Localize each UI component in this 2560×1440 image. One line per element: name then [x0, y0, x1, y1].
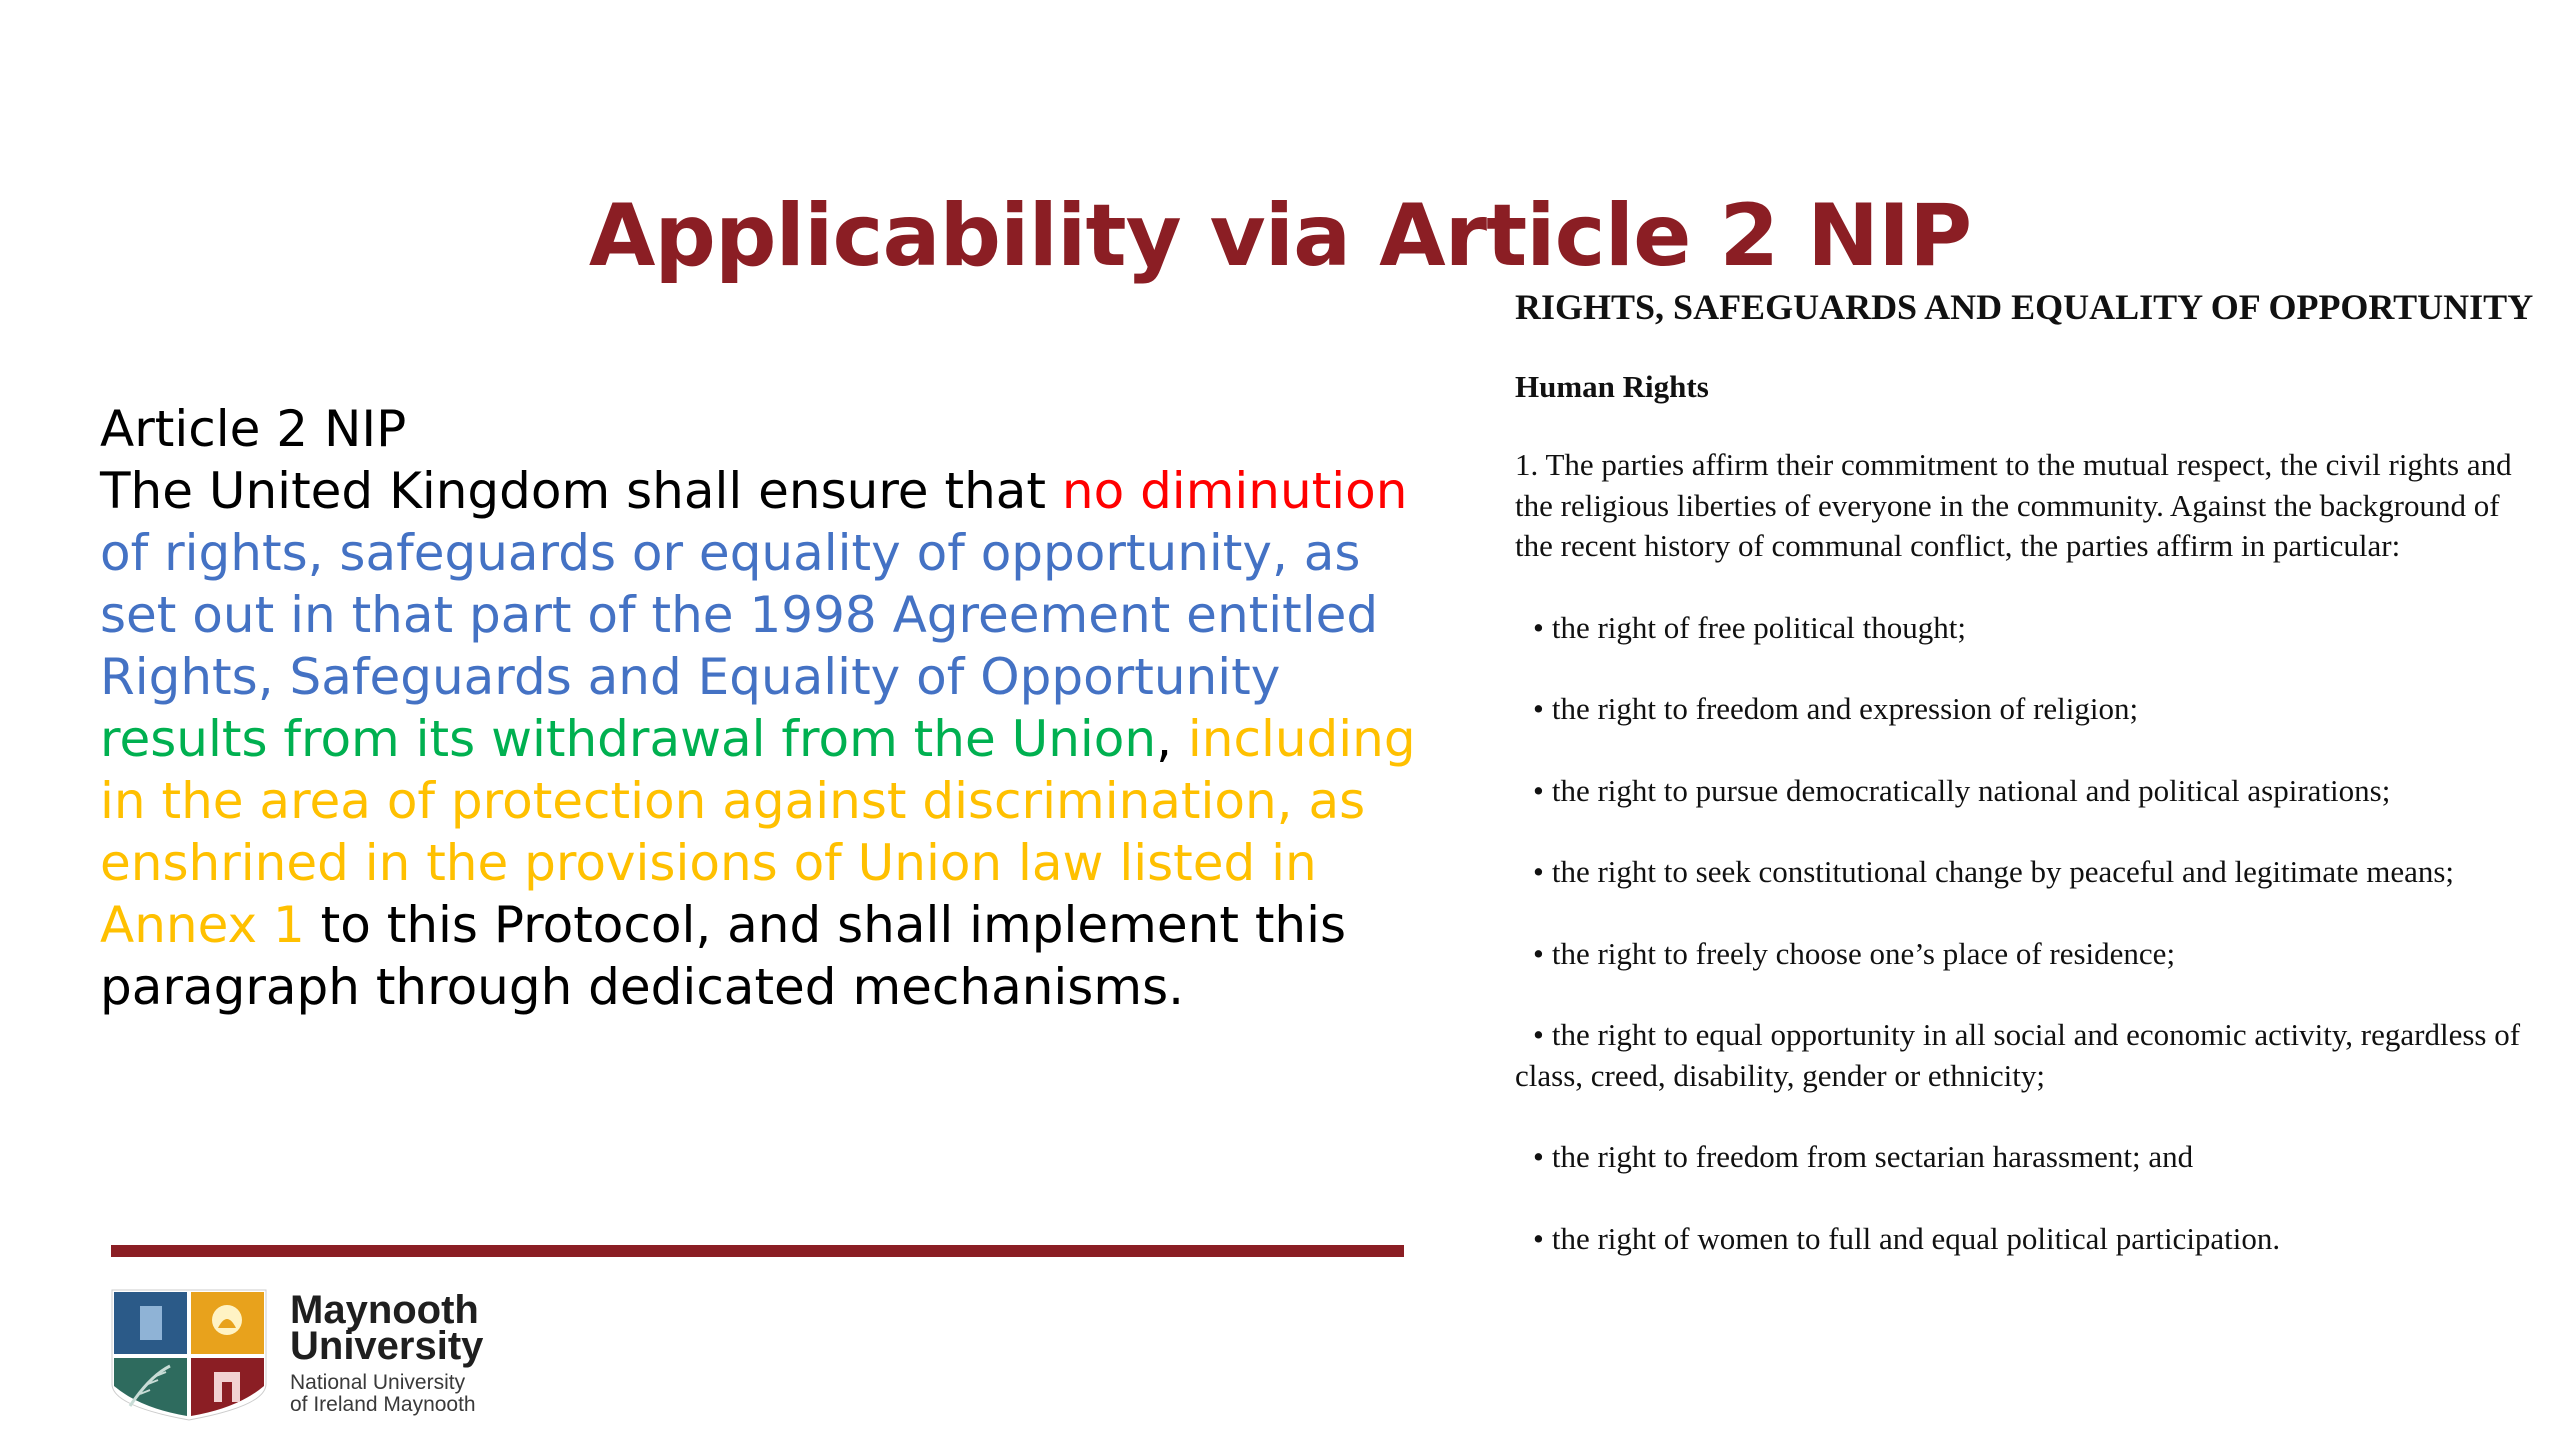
bullet-icon: •	[1533, 609, 1544, 645]
list-item: • the right to freedom from sectarian harassment; and	[1533, 1139, 2194, 1174]
logo-subtitle	[290, 1372, 476, 1416]
list-item: • the right to seek constitutional change by peaceful and legitimate means;	[1533, 854, 2455, 889]
rights-list	[1515, 608, 2545, 1260]
bullet-icon: •	[1533, 1139, 1544, 1174]
list-item: • the right to pursue democratically national and political aspirations;	[1533, 772, 2391, 808]
list-item: • the right of free political thought;	[1533, 609, 1966, 645]
list-item: • the right of women to full and equal political participation.	[1533, 1220, 2281, 1256]
document-excerpt	[1515, 285, 2545, 1259]
bullet-icon: •	[1533, 772, 1544, 808]
logo-sub-line1: National University	[290, 1371, 466, 1394]
divider-bar	[111, 1245, 1404, 1257]
document-heading: RIGHTS, SAFEGUARDS AND EQUALITY OF OPPORTUNITY	[1515, 287, 2534, 327]
list-item: • the right to equal opportunity in all social and economic activity, regardless of class, creed, disability, gender or ethnicity;	[1515, 1017, 2521, 1093]
article-body	[100, 462, 1416, 1016]
logo-sub-line2: of Ireland Maynooth	[290, 1393, 476, 1416]
bullet-icon: •	[1533, 1017, 1544, 1052]
bullet-icon: •	[1533, 1220, 1544, 1256]
list-item: • the right to freely choose one’s place of residence;	[1533, 935, 2176, 971]
slide-title: Applicability via Article 2 NIP	[588, 185, 1972, 286]
logo-name-line2: University	[290, 1324, 484, 1368]
article-segment-discrimination: including in the area of protection against discrimination, as enshrined in the provisions of Union law listed in Annex 1	[100, 710, 1416, 954]
article-segment-no-diminution: no diminution	[1061, 462, 1408, 520]
article-segment-intro: The United Kingdom shall ensure that	[100, 462, 1062, 520]
bullet-icon: •	[1533, 691, 1544, 726]
article-segment-rights: of rights, safeguards or equality of opportunity, as set out in that part of the 1998 Agreement entitled Rights, Safeguards and Equality of Opportunity	[100, 524, 1379, 706]
university-logo	[110, 1288, 550, 1428]
article-segment-withdrawal: results from its withdrawal from the Union	[100, 710, 1157, 768]
article-heading: Article 2 NIP	[100, 400, 407, 458]
bullet-icon: •	[1533, 854, 1544, 889]
logo-name-line1: Maynooth	[290, 1288, 479, 1332]
document-paragraph: 1. The parties affirm their commitment to the mutual respect, the civil rights and the religious liberties of everyone in the community. Against the background of the recent history of communal conflict, the parties affirm in particular:	[1515, 447, 2512, 563]
document-subheading: Human Rights	[1515, 369, 1709, 404]
article-segment-closing: to this Protocol, and shall implement this paragraph through dedicated mechanisms.	[100, 896, 1347, 1016]
bullet-icon: •	[1533, 935, 1544, 971]
article-segment-comma: ,	[1156, 710, 1188, 768]
university-crest-icon	[110, 1288, 268, 1422]
article-text-block	[100, 398, 1440, 1018]
list-item: • the right to freedom and expression of religion;	[1533, 691, 2139, 726]
logo-wordmark	[290, 1288, 484, 1368]
